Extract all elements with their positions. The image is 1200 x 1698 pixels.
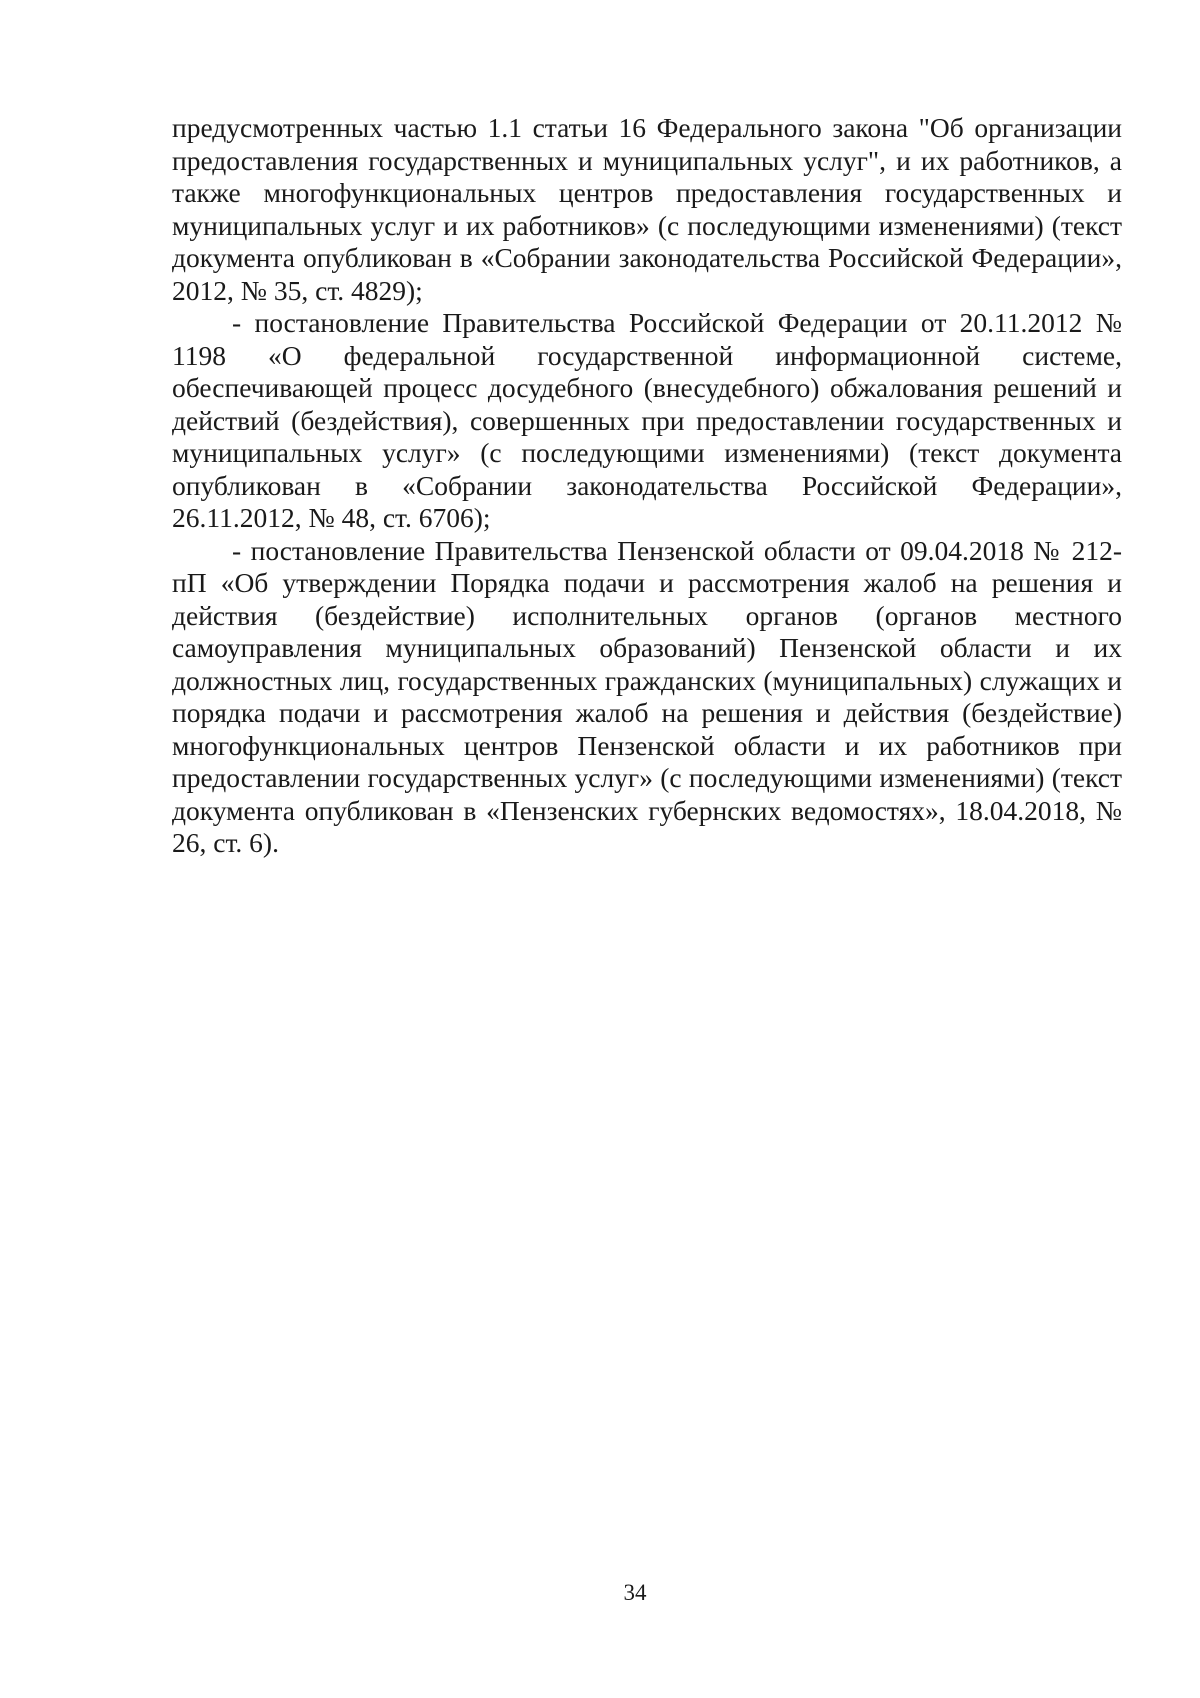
paragraph-penza-decree-212: - постановление Правительства Пензенской области от 09.04.2018 № 212-пП «Об утверждении Порядка подачи и рассмотрения жалоб на решения и действия (бездействие) исполнительных органов (органов местного самоуправления муниципальных образований) Пензенской области и их должностных лиц, государственных гражданских (муниципальных) служащих и порядка подачи и рассмотрения жалоб на решения и действия (бездействие) многофункциональных центров Пензенской области и их работников при предоставлении государственных услуг» (с последующими изменениями) (текст документа опубликован в «Пензенских губернских ведомостях», 18.04.2018, № 26, ст. 6). — [172, 534, 1122, 858]
paragraph-continuation: предусмотренных частью 1.1 статьи 16 Федерального закона "Об организации предоставления государственных и муниципальных услуг", и их работников, а также многофункциональных центров предоставления государственных и муниципальных услуг и их работников» (с последующими изменениями) (текст документа опубликован в «Собрании законодательства Российской Федерации», 2012, № 35, ст. 4829); — [172, 112, 1122, 306]
paragraph-government-decree-1198: - постановление Правительства Российской Федерации от 20.11.2012 № 1198 «О федеральной государственной информационной системе, обеспечивающей процесс досудебного (внесудебного) обжалования решений и действий (бездействия), совершенных при предоставлении государственных и муниципальных услуг» (с последующими изменениями) (текст документа опубликован в «Собрании законодательства Российской Федерации», 26.11.2012, № 48, ст. 6706); — [172, 307, 1122, 533]
page-number: 34 — [623, 1580, 647, 1605]
document-body — [172, 112, 1122, 860]
